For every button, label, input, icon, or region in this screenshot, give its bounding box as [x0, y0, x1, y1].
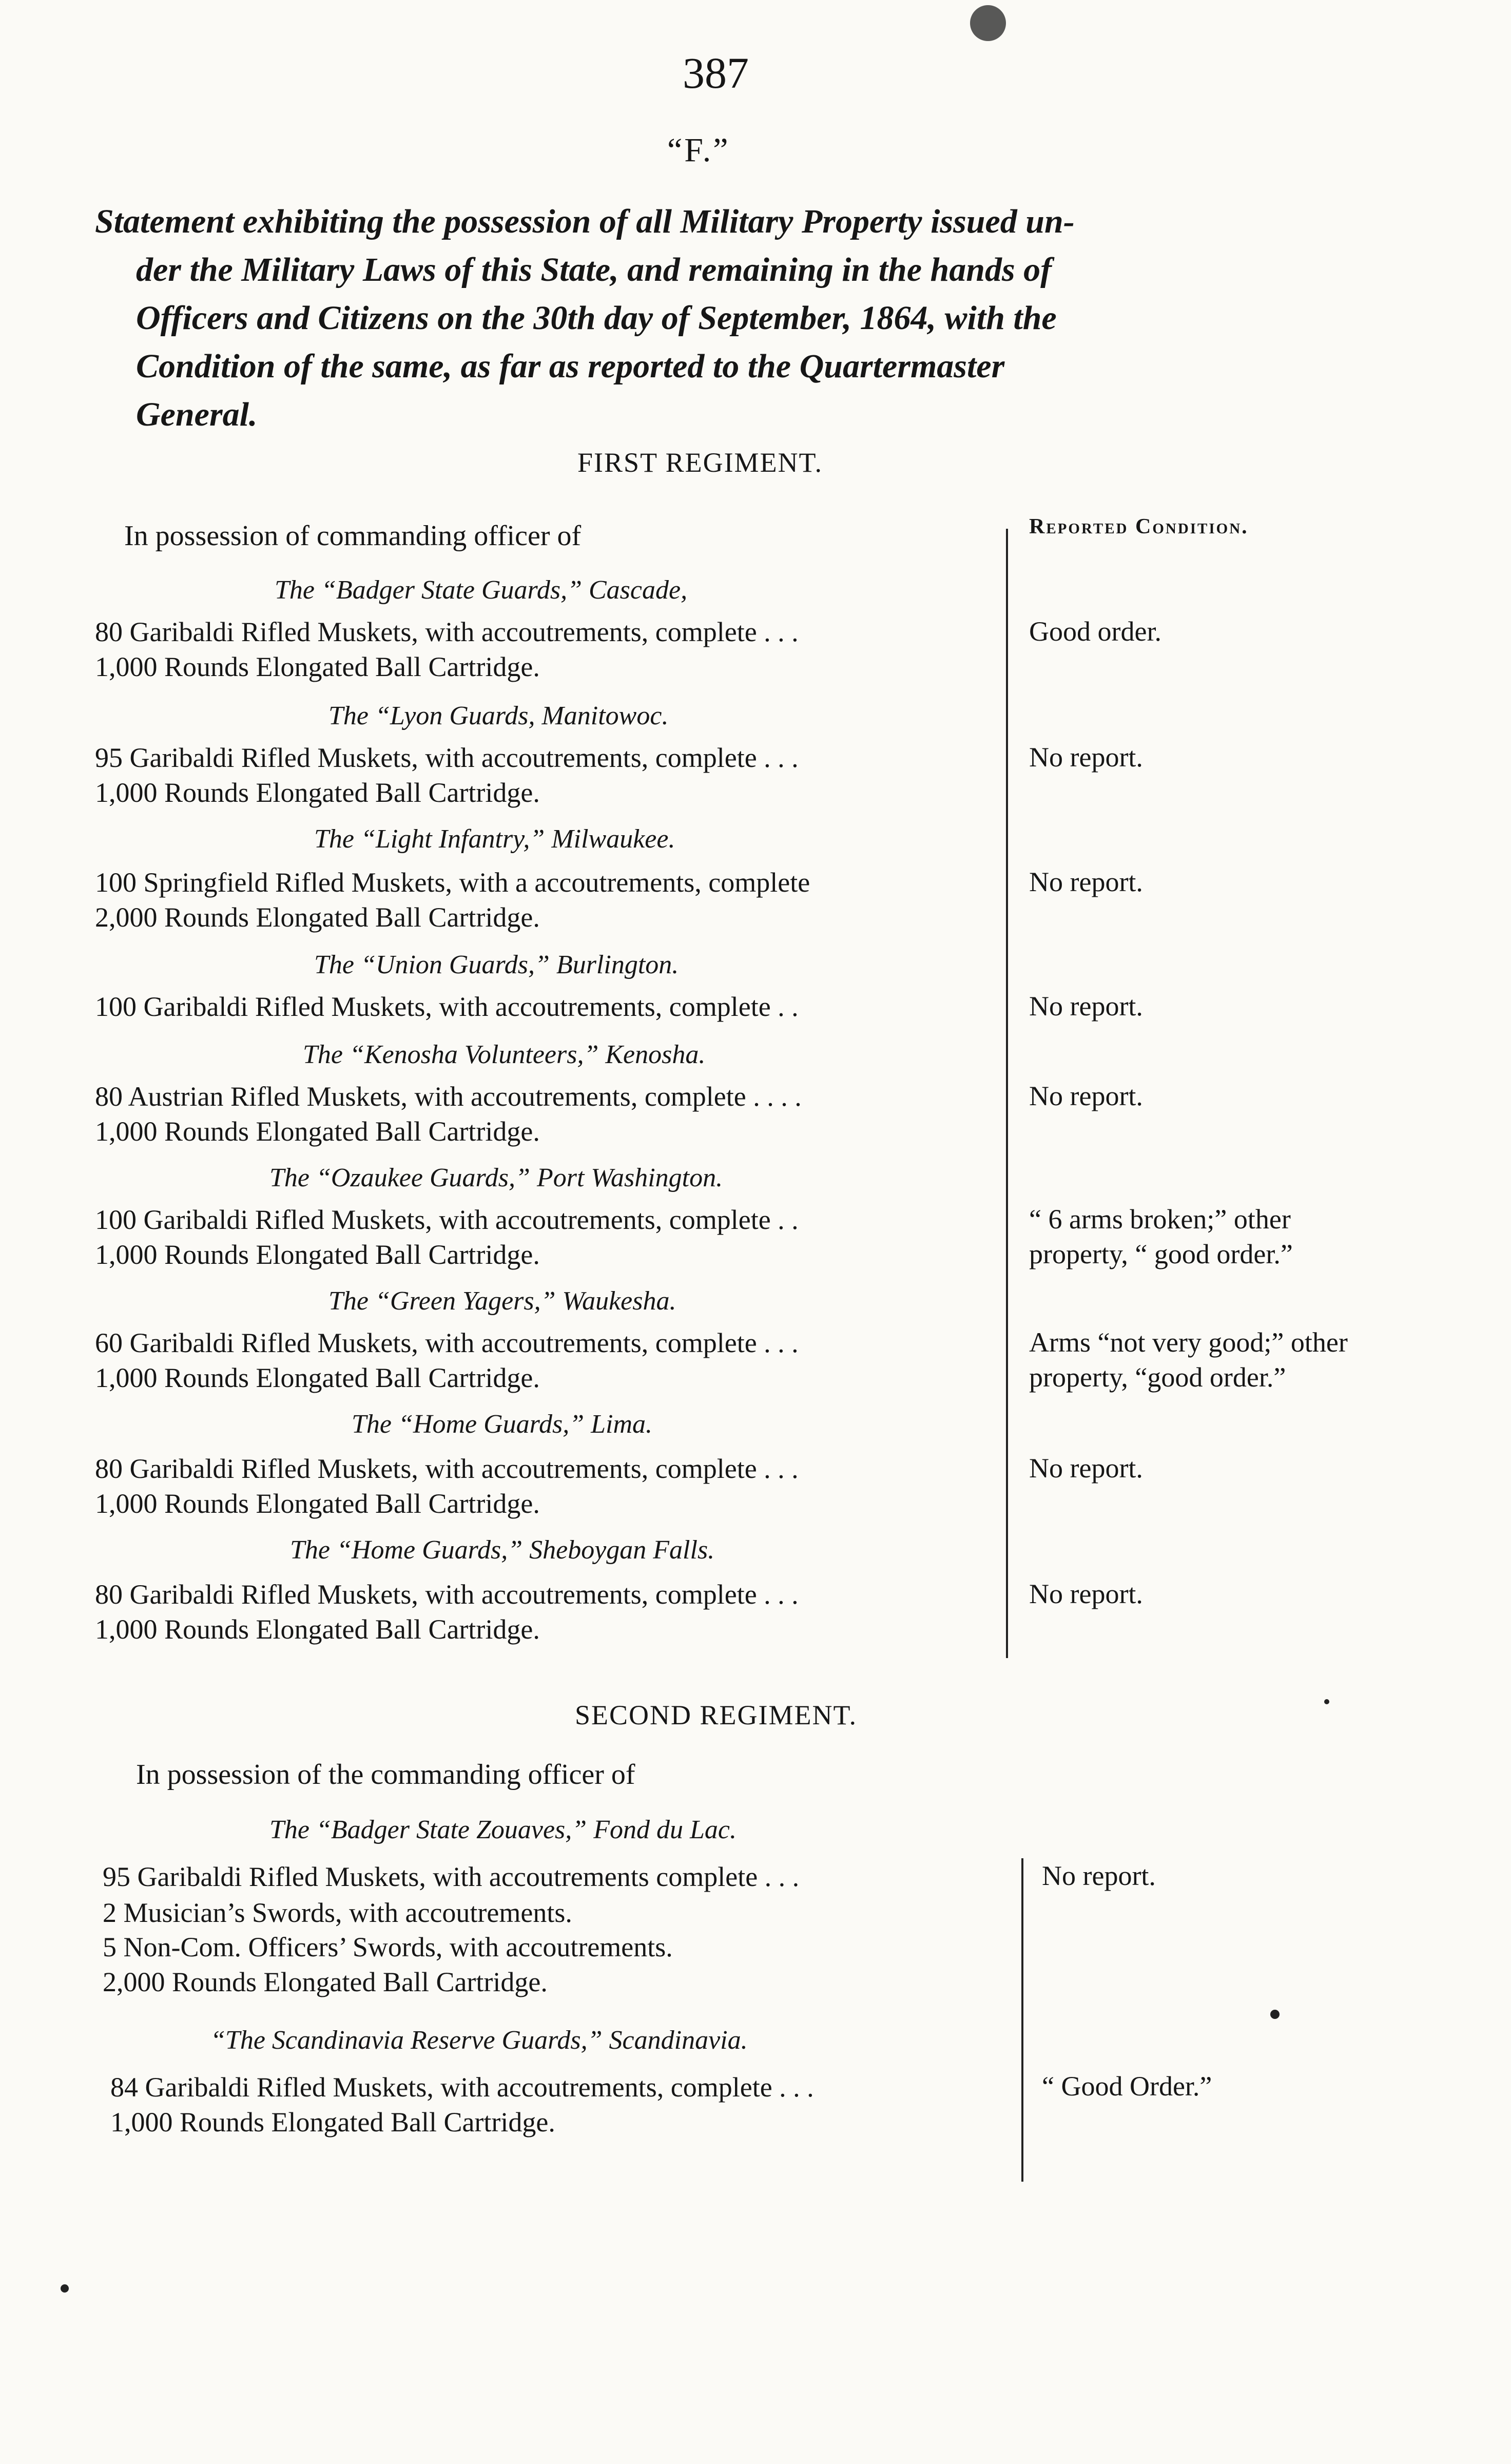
unit-name: The “Badger State Guards,” Cascade,: [275, 575, 688, 605]
condition-text: “ Good Order.”: [1042, 2071, 1212, 2102]
inventory-line: 1,000 Rounds Elongated Ball Cartridge.: [95, 1488, 540, 1519]
possession-label: In possession of commanding officer of: [124, 520, 582, 552]
inventory-line: 100 Springfield Rifled Muskets, with a accoutrements, complete: [95, 867, 810, 898]
condition-text: No report.: [1029, 991, 1143, 1022]
condition-text: No report.: [1029, 867, 1143, 897]
intro-line: Officers and Citizens on the 30th day of September, 1864, with the: [136, 299, 1057, 337]
condition-text: No report.: [1029, 1081, 1143, 1111]
condition-text: No report.: [1042, 1860, 1156, 1891]
inventory-line: 80 Garibaldi Rifled Muskets, with accoutrements, complete . . .: [95, 1579, 799, 1610]
unit-name: “The Scandinavia Reserve Guards,” Scandinavia.: [210, 2026, 748, 2055]
first-regiment-title: FIRST REGIMENT.: [577, 447, 823, 478]
intro-line: Statement exhibiting the possession of all Military Property issued un-: [95, 203, 1075, 240]
inventory-line: 5 Non-Com. Officers’ Swords, with accoutrements.: [103, 1932, 673, 1962]
ink-speck: [61, 2284, 69, 2293]
inventory-line: 60 Garibaldi Rifled Muskets, with accoutrements, complete . . .: [95, 1327, 799, 1358]
inventory-line: 2,000 Rounds Elongated Ball Cartridge.: [103, 1967, 548, 1997]
inventory-line: 1,000 Rounds Elongated Ball Cartridge.: [95, 1362, 540, 1393]
condition-text: Arms “not very good;” other property, “good order.”: [1029, 1327, 1348, 1393]
column-rule: [1021, 1858, 1023, 2182]
intro-line: Condition of the same, as far as reported to the Quartermaster: [136, 348, 1005, 385]
condition-text: “ 6 arms broken;” other property, “ good order.”: [1029, 1204, 1293, 1269]
reported-condition-header: Reported Condition.: [1029, 515, 1249, 538]
unit-name: The “Badger State Zouaves,” Fond du Lac.: [269, 1815, 737, 1844]
unit-name: The “Home Guards,” Lima.: [352, 1410, 653, 1439]
unit-name: The “Ozaukee Guards,” Port Washington.: [269, 1163, 723, 1192]
inventory-line: 80 Garibaldi Rifled Muskets, with accoutrements, complete . . .: [95, 617, 799, 647]
inventory-line: 1,000 Rounds Elongated Ball Cartridge.: [95, 651, 540, 682]
page-number: 387: [683, 48, 749, 98]
ink-speck: [1270, 2010, 1280, 2019]
inventory-line: 80 Garibaldi Rifled Muskets, with accoutrements, complete . . .: [95, 1453, 799, 1484]
inventory-line: 84 Garibaldi Rifled Muskets, with accoutrements, complete . . .: [110, 2072, 814, 2103]
inventory-line: 1,000 Rounds Elongated Ball Cartridge.: [95, 1614, 540, 1645]
condition-text: Good order.: [1029, 616, 1161, 647]
unit-name: The “Light Infantry,” Milwaukee.: [314, 824, 675, 854]
inventory-line: 95 Garibaldi Rifled Muskets, with accoutrements complete . . .: [103, 1861, 800, 1892]
inventory-line: 100 Garibaldi Rifled Muskets, with accoutrements, complete . .: [95, 1204, 799, 1235]
inventory-line: 1,000 Rounds Elongated Ball Cartridge.: [95, 1116, 540, 1147]
inventory-line: 80 Austrian Rifled Muskets, with accoutrements, complete . . . .: [95, 1081, 802, 1112]
condition-text: No report.: [1029, 1578, 1143, 1609]
condition-text: No report.: [1029, 1453, 1143, 1484]
inventory-line: 2,000 Rounds Elongated Ball Cartridge.: [95, 902, 540, 933]
unit-name: The “Union Guards,” Burlington.: [314, 950, 679, 979]
unit-name: The “Green Yagers,” Waukesha.: [328, 1286, 676, 1316]
unit-name: The “Home Guards,” Sheboygan Falls.: [290, 1535, 715, 1565]
inventory-line: 1,000 Rounds Elongated Ball Cartridge.: [95, 777, 540, 808]
inventory-line: 1,000 Rounds Elongated Ball Cartridge.: [95, 1239, 540, 1270]
inventory-line: 2 Musician’s Swords, with accoutrements.: [103, 1897, 572, 1928]
section-mark: “F.”: [667, 131, 730, 169]
inventory-line: 1,000 Rounds Elongated Ball Cartridge.: [110, 2107, 555, 2138]
unit-name: The “Lyon Guards, Manitowoc.: [328, 701, 669, 730]
second-regiment-title: SECOND REGIMENT.: [575, 1700, 857, 1730]
unit-name: The “Kenosha Volunteers,” Kenosha.: [303, 1040, 706, 1069]
column-rule: [1006, 529, 1008, 1658]
inventory-line: 100 Garibaldi Rifled Muskets, with accoutrements, complete . .: [95, 991, 799, 1022]
intro-statement: [95, 198, 1363, 439]
ink-blot: [970, 5, 1006, 41]
possession-label: In possession of the commanding officer of: [136, 1759, 635, 1791]
ink-speck: [1324, 1699, 1329, 1704]
condition-text: No report.: [1029, 742, 1143, 773]
inventory-line: 95 Garibaldi Rifled Muskets, with accoutrements, complete . . .: [95, 742, 799, 773]
intro-line: General.: [136, 396, 258, 433]
intro-line: der the Military Laws of this State, and remaining in the hands of: [136, 251, 1052, 288]
